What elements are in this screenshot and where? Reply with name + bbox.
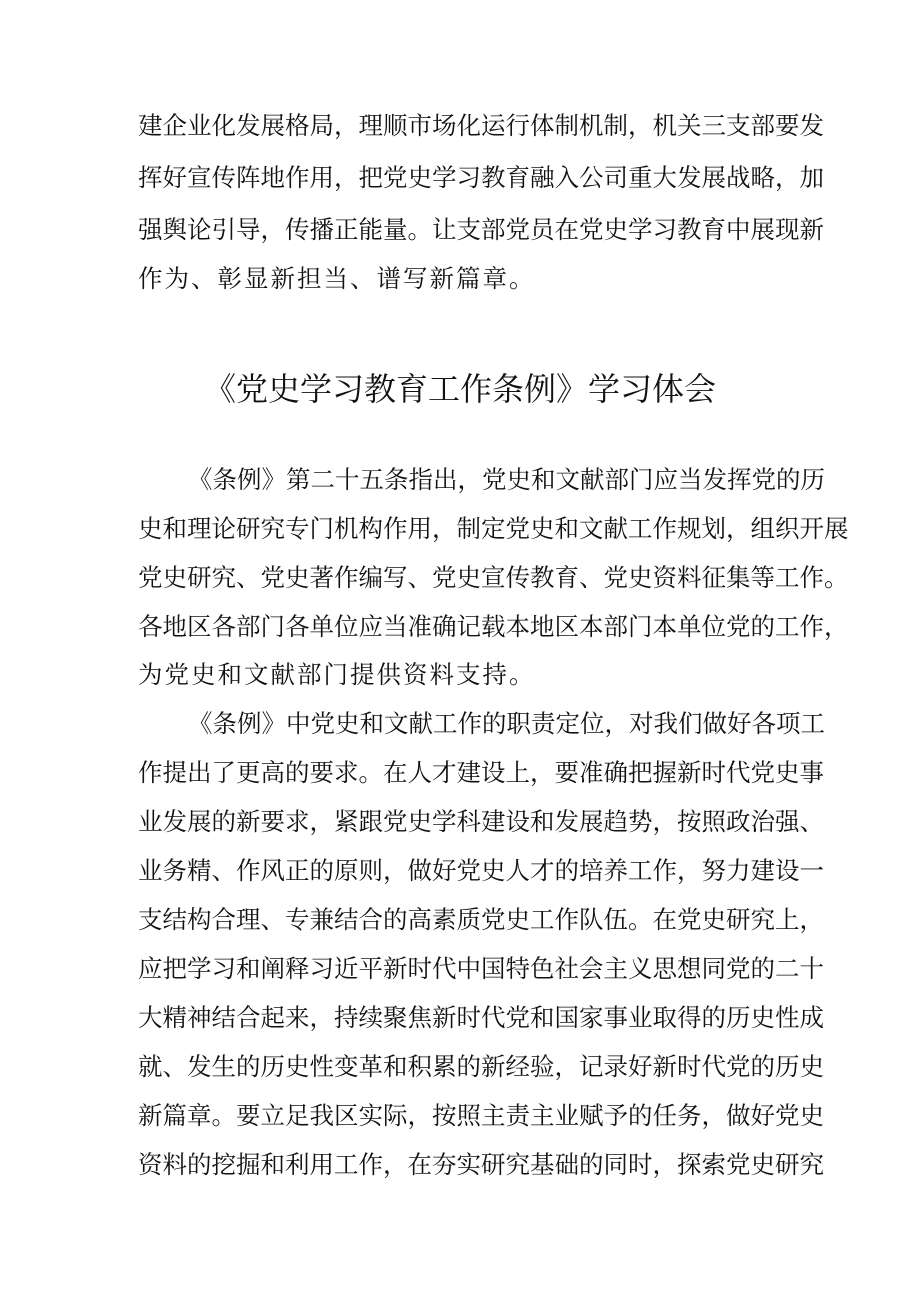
text-line: 应把学习和阐释习近平新时代中国特色社会主义思想同党的二十 (138, 954, 824, 983)
text-line: 《条例》第二十五条指出，党史和文献部门应当发挥党的历 (188, 465, 825, 494)
text-line: 资料的挖掘和利用工作，在夯实研究基础的同时，探索党史研究 (138, 1150, 824, 1179)
text-line: 建企业化发展格局，理顺市场化运行体制机制，机关三支部要发 (138, 111, 824, 140)
text-line: 业务精、作风正的原则，做好党史人才的培养工作，努力建设一 (138, 856, 824, 885)
text-line: 就、发生的历史性变革和积累的新经验，记录好新时代党的历史 (138, 1052, 824, 1081)
text-line: 党史研究、党史著作编写、党史宣传教育、党史资料征集等工作。 (138, 563, 849, 592)
text-line: 新篇章。要立足我区实际，按照主责主业赋予的任务，做好党史 (138, 1101, 824, 1130)
text-line: 为党史和文献部门提供资料支持。 (138, 660, 536, 689)
document-title: 《党史学习教育工作条例》学习体会 (203, 370, 716, 408)
text-line: 作提出了更高的要求。在人才建设上，要准确把握新时代党史事 (138, 758, 824, 787)
text-line: 史和理论研究专门机构作用，制定党史和文献工作规划，组织开展 (138, 514, 849, 543)
text-line: 强舆论引导，传播正能量。让支部党员在党史学习教育中展现新 (138, 215, 824, 244)
text-line: 《条例》中党史和文献工作的职责定位，对我们做好各项工 (188, 709, 825, 738)
text-line: 挥好宣传阵地作用，把党史学习教育融入公司重大发展战略，加 (138, 163, 824, 192)
text-line: 各地区各部门各单位应当准确记载本地区本部门本单位党的工作， (138, 612, 849, 641)
text-line: 支结构合理、专兼结合的高素质党史工作队伍。在党史研究上， (138, 905, 824, 934)
text-line: 业发展的新要求，紧跟党史学科建设和发展趋势，按照政治强、 (138, 807, 824, 836)
text-line: 作为、彰显新担当、谱写新篇章。 (138, 264, 536, 293)
text-line: 大精神结合起来，持续聚焦新时代党和国家事业取得的历史性成 (138, 1003, 824, 1032)
